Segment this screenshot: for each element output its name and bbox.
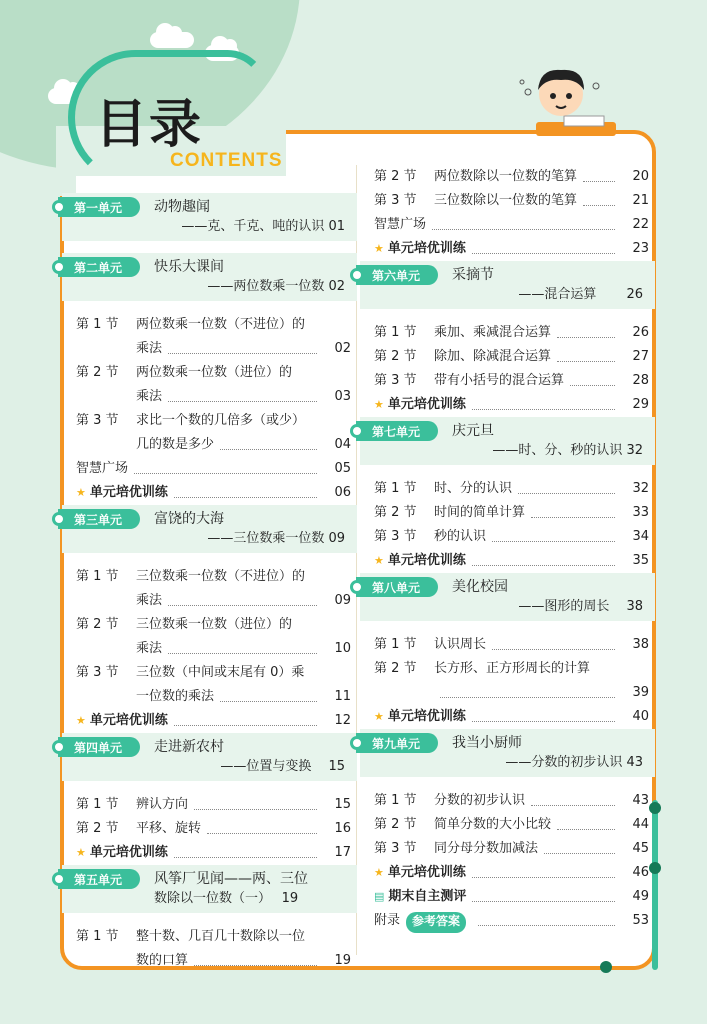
unit-subtitle: ——时、分、秒的认识 32 [492, 443, 643, 458]
toc-entry[interactable] [360, 189, 655, 213]
page-number: 05 [334, 461, 351, 476]
unit-heading[interactable] [62, 865, 357, 913]
toc-entry[interactable] [62, 589, 357, 613]
entry-title: 认识周长 [434, 637, 487, 652]
toc-entry[interactable] [360, 909, 655, 933]
entry-title: 三位数（中间或末尾有 0）乘 [136, 665, 305, 680]
entry-title: 单元培优训练 [387, 241, 466, 256]
star-icon: ★ [374, 398, 384, 411]
entry-title: 长方形、正方形周长的计算 [434, 661, 591, 676]
unit-training-item[interactable] [62, 709, 357, 733]
page-number: 45 [632, 841, 649, 856]
unit-dot-icon [52, 512, 66, 526]
unit-dot-icon [52, 260, 66, 274]
toc-entry[interactable] [62, 817, 357, 841]
toc-entry[interactable] [360, 477, 655, 501]
unit-subtitle: ——混合运算 26 [518, 287, 643, 302]
entry-title: 三位数乘一位数（不进位）的 [136, 569, 306, 584]
page-number: 38 [632, 637, 649, 652]
page-number: 49 [632, 889, 649, 904]
toc-entry[interactable] [62, 685, 357, 709]
unit-title: 我当小厨师 [452, 735, 522, 751]
entry-title: 智慧广场 [374, 217, 427, 232]
entry-title: 同分母分数加减法 [434, 841, 539, 856]
section-number: 第 3 节 [374, 529, 417, 544]
toc-entry[interactable] [62, 793, 357, 817]
entry-title: 乘法 [136, 341, 163, 356]
unit-training-item[interactable] [62, 841, 357, 865]
page-number: 40 [632, 709, 649, 724]
unit-tag: 第六单元 [356, 265, 438, 285]
entry-title: 时间的简单计算 [434, 505, 526, 520]
entry-title: 乘法 [136, 389, 163, 404]
toc-entry[interactable] [62, 433, 357, 457]
page-number: 26 [632, 325, 649, 340]
page-number: 39 [632, 685, 649, 700]
unit-tag: 第一单元 [58, 197, 140, 217]
entry-title: 一位数的乘法 [136, 689, 215, 704]
entry-title: 乘法 [136, 641, 163, 656]
toc-left-column [62, 193, 357, 973]
toc-entry[interactable] [360, 213, 655, 237]
star-icon: ★ [374, 554, 384, 567]
star-icon: ★ [76, 846, 86, 859]
toc-entry[interactable] [62, 565, 357, 589]
unit-dot-icon [350, 268, 364, 282]
unit-training-item[interactable] [360, 237, 655, 261]
unit-training-item[interactable] [360, 861, 655, 885]
unit-subtitle: 数除以一位数（一） 19 [154, 891, 299, 906]
unit-tag: 第九单元 [356, 733, 438, 753]
page-number: 33 [632, 505, 649, 520]
page-number: 19 [334, 953, 351, 968]
cloud-icon [150, 32, 194, 48]
entry-title: 平移、旋转 [136, 821, 202, 836]
unit-title: 美化校园 [452, 579, 508, 595]
page-number: 34 [632, 529, 649, 544]
page-title: 目录 [95, 95, 204, 155]
unit-subtitle: ——分数的初步认识 43 [505, 755, 643, 770]
entry-title: 时、分的认识 [434, 481, 513, 496]
toc-entry[interactable] [360, 633, 655, 657]
unit-heading[interactable] [360, 261, 655, 309]
toc-entry[interactable] [62, 925, 357, 949]
toc-entry[interactable] [360, 501, 655, 525]
entry-title: 简单分数的大小比较 [434, 817, 552, 832]
page-number: 32 [632, 481, 649, 496]
page-number: 10 [334, 641, 351, 656]
entry-title: 单元培优训练 [89, 713, 168, 728]
entry-title: 数的口算 [136, 953, 189, 968]
entry-title: 分数的初步认识 [434, 793, 526, 808]
unit-title: 走进新农村 [154, 739, 224, 755]
star-icon: ★ [374, 710, 384, 723]
toc-entry[interactable] [360, 813, 655, 837]
page-number: 35 [632, 553, 649, 568]
entry-title: 单元培优训练 [387, 553, 466, 568]
entry-title: 辨认方向 [136, 797, 189, 812]
page-number: 22 [632, 217, 649, 232]
page-number: 28 [632, 373, 649, 388]
toc-entry[interactable] [62, 613, 357, 637]
page-number: 15 [334, 797, 351, 812]
toc-entry[interactable] [360, 345, 655, 369]
unit-tag: 第三单元 [58, 509, 140, 529]
unit-heading[interactable] [62, 193, 357, 241]
unit-heading[interactable] [62, 733, 357, 781]
unit-tag: 第四单元 [58, 737, 140, 757]
unit-dot-icon [52, 872, 66, 886]
boy-illustration [516, 62, 626, 147]
section-number: 第 3 节 [76, 413, 119, 428]
entry-title: 乘法 [136, 593, 163, 608]
unit-tag: 第二单元 [58, 257, 140, 277]
toc-entry[interactable] [62, 313, 357, 337]
toc-entry[interactable] [62, 337, 357, 361]
section-number: 第 1 节 [374, 793, 417, 808]
unit-dot-icon [350, 424, 364, 438]
section-number: 第 1 节 [76, 569, 119, 584]
unit-dot-icon [350, 580, 364, 594]
entry-title: 整十数、几百几十数除以一位 [136, 929, 306, 944]
unit-subtitle: ——三位数乘一位数 09 [207, 531, 345, 546]
section-number: 第 1 节 [374, 637, 417, 652]
toc-entry[interactable] [62, 949, 357, 973]
unit-title: 快乐大课间 [154, 259, 224, 275]
unit-subtitle: ——位置与变换 15 [220, 759, 345, 774]
toc-entry[interactable] [360, 837, 655, 861]
book-icon: ▤ [374, 890, 385, 903]
section-number: 第 3 节 [374, 841, 417, 856]
section-number: 第 2 节 [374, 817, 417, 832]
unit-tag: 第八单元 [356, 577, 438, 597]
page-number: 03 [334, 389, 351, 404]
unit-title: 庆元旦 [452, 423, 494, 439]
entry-title: 带有小括号的混合运算 [434, 373, 565, 388]
entry-title: 两位数除以一位数的笔算 [434, 169, 578, 184]
unit-heading[interactable] [360, 573, 655, 621]
toc-entry[interactable] [62, 361, 357, 385]
unit-title: 风筝厂见闻——两、三位 [154, 871, 308, 887]
unit-training-item[interactable] [360, 705, 655, 729]
page-subtitle: CONTENTS [170, 150, 283, 171]
toc-entry[interactable] [62, 457, 357, 481]
entry-title: 单元培优训练 [387, 709, 466, 724]
entry-title: 单元培优训练 [387, 397, 466, 412]
star-icon: ★ [76, 714, 86, 727]
unit-tag: 第五单元 [58, 869, 140, 889]
section-number: 第 1 节 [374, 481, 417, 496]
entry-title: 两位数乘一位数（进位）的 [136, 365, 293, 380]
section-number: 第 1 节 [76, 797, 119, 812]
star-icon: ★ [374, 866, 384, 879]
toc-entry[interactable] [360, 657, 655, 681]
entry-title: 单元培优训练 [89, 485, 168, 500]
toc-entry[interactable] [360, 321, 655, 345]
entry-title: 求比一个数的几倍多（或少） [136, 413, 306, 428]
entry-title: 三位数除以一位数的笔算 [434, 193, 578, 208]
toc-entry[interactable] [360, 369, 655, 393]
section-number: 第 1 节 [76, 929, 119, 944]
page-number: 17 [334, 845, 351, 860]
unit-training-item[interactable] [360, 393, 655, 417]
section-number: 第 1 节 [76, 317, 119, 332]
section-number: 第 2 节 [374, 661, 417, 676]
decorative-dot [600, 961, 612, 973]
unit-dot-icon [52, 200, 66, 214]
page-number: 23 [632, 241, 649, 256]
unit-heading[interactable] [360, 417, 655, 465]
entry-title: 三位数乘一位数（进位）的 [136, 617, 293, 632]
section-number: 第 2 节 [374, 505, 417, 520]
section-number: 第 3 节 [374, 193, 417, 208]
page-number: 02 [334, 341, 351, 356]
entry-title: 乘加、乘减混合运算 [434, 325, 552, 340]
toc-entry[interactable] [360, 525, 655, 549]
section-number: 第 3 节 [374, 373, 417, 388]
page-number: 09 [334, 593, 351, 608]
page-number: 27 [632, 349, 649, 364]
section-number: 第 2 节 [374, 169, 417, 184]
page-number: 21 [632, 193, 649, 208]
unit-training-item[interactable] [62, 481, 357, 505]
section-number: 第 2 节 [374, 349, 417, 364]
page-number: 12 [334, 713, 351, 728]
page-number: 16 [334, 821, 351, 836]
page-number: 44 [632, 817, 649, 832]
unit-subtitle: ——图形的周长 38 [518, 599, 643, 614]
page-number: 11 [334, 689, 351, 704]
page-number: 43 [632, 793, 649, 808]
page-number: 29 [632, 397, 649, 412]
page-number: 04 [334, 437, 351, 452]
star-icon: ★ [76, 486, 86, 499]
unit-training-item[interactable] [360, 549, 655, 573]
page-number: 53 [632, 913, 649, 928]
section-number: 第 2 节 [76, 365, 119, 380]
unit-heading[interactable] [62, 253, 357, 301]
unit-heading[interactable] [360, 729, 655, 777]
answer-tag[interactable]: 参考答案 [406, 912, 466, 933]
entry-title: 两位数乘一位数（不进位）的 [136, 317, 306, 332]
unit-subtitle: ——克、千克、吨的认识 01 [181, 219, 345, 234]
star-icon: ★ [374, 242, 384, 255]
entry-title: 智慧广场 [76, 461, 129, 476]
entry-title: 单元培优训练 [89, 845, 168, 860]
entry-title: 除加、除减混合运算 [434, 349, 552, 364]
entry-title: 期末自主测评 [388, 889, 467, 904]
section-number: 第 2 节 [76, 617, 119, 632]
section-number: 第 2 节 [76, 821, 119, 836]
toc-entry[interactable] [62, 409, 357, 433]
toc-entry[interactable] [62, 661, 357, 685]
section-number: 第 3 节 [76, 665, 119, 680]
entry-title: 单元培优训练 [387, 865, 466, 880]
unit-title: 富饶的大海 [154, 511, 224, 527]
page-number: 46 [632, 865, 649, 880]
unit-subtitle: ——两位数乘一位数 02 [207, 279, 345, 294]
toc-entry[interactable] [360, 165, 655, 189]
toc-right-column [360, 165, 655, 933]
page-number: 06 [334, 485, 351, 500]
unit-dot-icon [52, 740, 66, 754]
unit-title: 采摘节 [452, 267, 494, 283]
toc-entry[interactable] [360, 681, 655, 705]
toc-entry[interactable] [62, 637, 357, 661]
toc-entry[interactable] [62, 385, 357, 409]
unit-title: 动物趣闻 [154, 199, 210, 215]
entry-title: 几的数是多少 [136, 437, 215, 452]
toc-entry[interactable] [360, 789, 655, 813]
entry-title: 秒的认识 [434, 529, 487, 544]
toc-entry[interactable] [360, 885, 655, 909]
entry-title: 附录 [374, 913, 401, 928]
unit-dot-icon [350, 736, 364, 750]
page-number: 20 [632, 169, 649, 184]
unit-heading[interactable] [62, 505, 357, 553]
section-number: 第 1 节 [374, 325, 417, 340]
unit-tag: 第七单元 [356, 421, 438, 441]
